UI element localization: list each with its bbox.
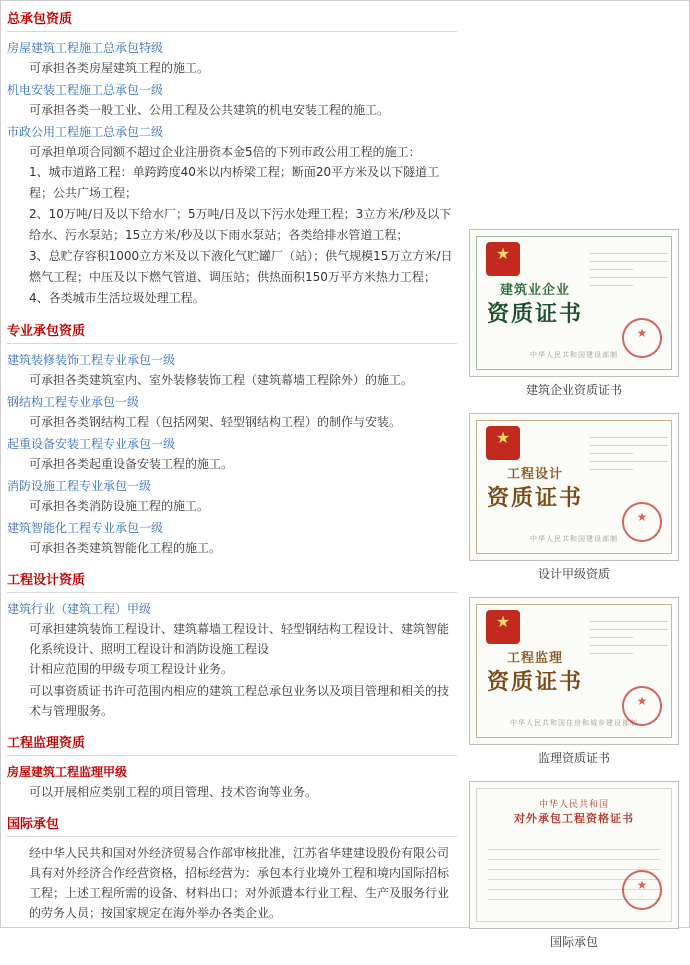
list-item: 1、城市道路工程：单跨跨度40米以内桥梁工程；断面20平方米及以下隧道工程；公共广场工程； xyxy=(29,165,440,200)
body-text: 经中华人民共和国对外经济贸易合作部审核批准，江苏省华建建设股份有限公司具有对外经济合作经营资格，招标经营为：承包本行业境外工程和境内国际招标工程；上述工程所需的设备、材料出口；对外派遣本行业工程、生产及服务行业的劳务人员；按国家规定在海外举办各类企业。 xyxy=(29,846,450,920)
certificate-title: 建筑业企业 xyxy=(499,283,570,298)
section-title: 工程设计资质 xyxy=(7,572,457,593)
sub-head: 市政公用工程施工总承包二级 xyxy=(7,125,164,139)
certificate-field-lines xyxy=(590,430,668,477)
certificate-headline: 资质证书 xyxy=(486,302,583,327)
section-title: 总承包资质 xyxy=(7,11,457,32)
body-text: 可承担各类钢结构工程（包括网架、轻型钢结构工程）的制作与安装。 xyxy=(29,415,402,429)
section-specialty-contracting xyxy=(7,323,457,558)
sub-head: 机电安装工程施工总承包一级 xyxy=(7,83,164,97)
body-text: 可承担单项合同额不超过企业注册资本金5倍的下列市政公用工程的施工： xyxy=(29,145,421,159)
certificate-field-lines xyxy=(590,614,668,661)
certificate-caption: 监理资质证书 xyxy=(537,751,610,765)
certificate-headline: 资质证书 xyxy=(486,486,583,511)
certificate-headline: 资质证书 xyxy=(486,670,583,695)
document-header xyxy=(470,798,678,826)
national-emblem-icon xyxy=(486,426,520,460)
sub-head: 建筑装修装饰工程专业承包一级 xyxy=(7,353,176,367)
sub-head: 钢结构工程专业承包一级 xyxy=(7,395,140,409)
section-international-contracting xyxy=(7,816,457,923)
body-text: 可以开展相应类别工程的项目管理、技术咨询等业务。 xyxy=(29,785,318,799)
certificate-image[interactable] xyxy=(469,229,679,377)
red-seal-icon xyxy=(622,870,662,910)
section-supervision-qualification xyxy=(7,735,457,802)
certificate-issuer: 中华人民共和国建设部制 xyxy=(530,535,618,543)
body-text: 可承担各类起重设备安装工程的施工。 xyxy=(29,457,234,471)
body-text: 可承担建筑装饰工程设计、建筑幕墙工程设计、轻型钢结构工程设计、建筑智能化系统设计、照明工程设计和消防设施工程设 xyxy=(29,622,450,656)
certificate-item[interactable] xyxy=(463,781,685,953)
body-text: 计相应范围的甲级专项工程设计业务。 xyxy=(29,662,234,676)
section-title: 国际承包 xyxy=(7,816,457,837)
certificate-gallery xyxy=(463,229,685,965)
body-text: 可承担各类房屋建筑工程的施工。 xyxy=(29,61,210,75)
certificate-issuer: 中华人民共和国建设部制 xyxy=(530,351,618,359)
sub-head: 房屋建筑工程监理甲级 xyxy=(7,765,128,779)
body-text: 可承担各类一般工业、公用工程及公共建筑的机电安装工程的施工。 xyxy=(29,103,390,117)
certificate-item[interactable] xyxy=(463,413,685,585)
certificate-item[interactable] xyxy=(463,597,685,769)
section-design-qualification xyxy=(7,572,457,721)
certificate-image[interactable] xyxy=(469,413,679,561)
certificate-caption: 国际承包 xyxy=(549,935,598,949)
body-text: 可承担各类建筑智能化工程的施工。 xyxy=(29,541,222,555)
certificate-image[interactable] xyxy=(469,781,679,929)
section-general-contracting xyxy=(7,11,457,309)
red-seal-icon xyxy=(622,686,662,726)
sub-head: 房屋建筑工程施工总承包特级 xyxy=(7,41,164,55)
sub-head: 建筑智能化工程专业承包一级 xyxy=(7,521,164,535)
certificate-title: 工程监理 xyxy=(506,651,563,666)
list-item: 3、总贮存容积1000立方米及以下液化气贮罐厂（站）；供气规模15万立方米/日燃气工程；中压及以下燃气管道、调压站；供热面积150万平方米热力工程； xyxy=(29,249,453,284)
certificate-image[interactable] xyxy=(469,597,679,745)
national-emblem-icon xyxy=(486,242,520,276)
body-text: 可承担各类建筑室内、室外装修装饰工程（建筑幕墙工程除外）的施工。 xyxy=(29,373,414,387)
document-header-line2: 对外承包工程资格证书 xyxy=(514,812,634,825)
document-header-line1: 中华人民共和国 xyxy=(538,800,609,810)
certificate-caption: 设计甲级资质 xyxy=(537,567,610,581)
red-seal-icon xyxy=(622,318,662,358)
list-item: 2、10万吨/日及以下给水厂；5万吨/日及以下污水处理工程；3立方米/秒及以下给水、污水泵站；15立方米/秒及以下雨水泵站；各类给排水管道工程； xyxy=(29,207,452,242)
qualification-content xyxy=(1,1,463,937)
body-text: 可承担各类消防设施工程的施工。 xyxy=(29,499,210,513)
sub-head: 建筑行业（建筑工程）甲级 xyxy=(7,602,152,616)
section-title: 工程监理资质 xyxy=(7,735,457,756)
sub-head: 起重设备安装工程专业承包一级 xyxy=(7,437,176,451)
body-text: 可以事资质证书许可范围内相应的建筑工程总承包业务以及项目管理和相关的技术与管理服务。 xyxy=(29,684,450,718)
certificate-caption: 建筑企业资质证书 xyxy=(525,383,622,397)
certificate-title: 工程设计 xyxy=(506,467,563,482)
certificate-issuer: 中华人民共和国住房和城乡建设部制 xyxy=(510,719,638,727)
section-title: 专业承包资质 xyxy=(7,323,457,344)
list-item: 4、各类城市生活垃圾处理工程。 xyxy=(29,291,205,305)
certificate-item[interactable] xyxy=(463,229,685,401)
national-emblem-icon xyxy=(486,610,520,644)
red-seal-icon xyxy=(622,502,662,542)
certificate-field-lines xyxy=(590,246,668,293)
sub-head: 消防设施工程专业承包一级 xyxy=(7,479,152,493)
